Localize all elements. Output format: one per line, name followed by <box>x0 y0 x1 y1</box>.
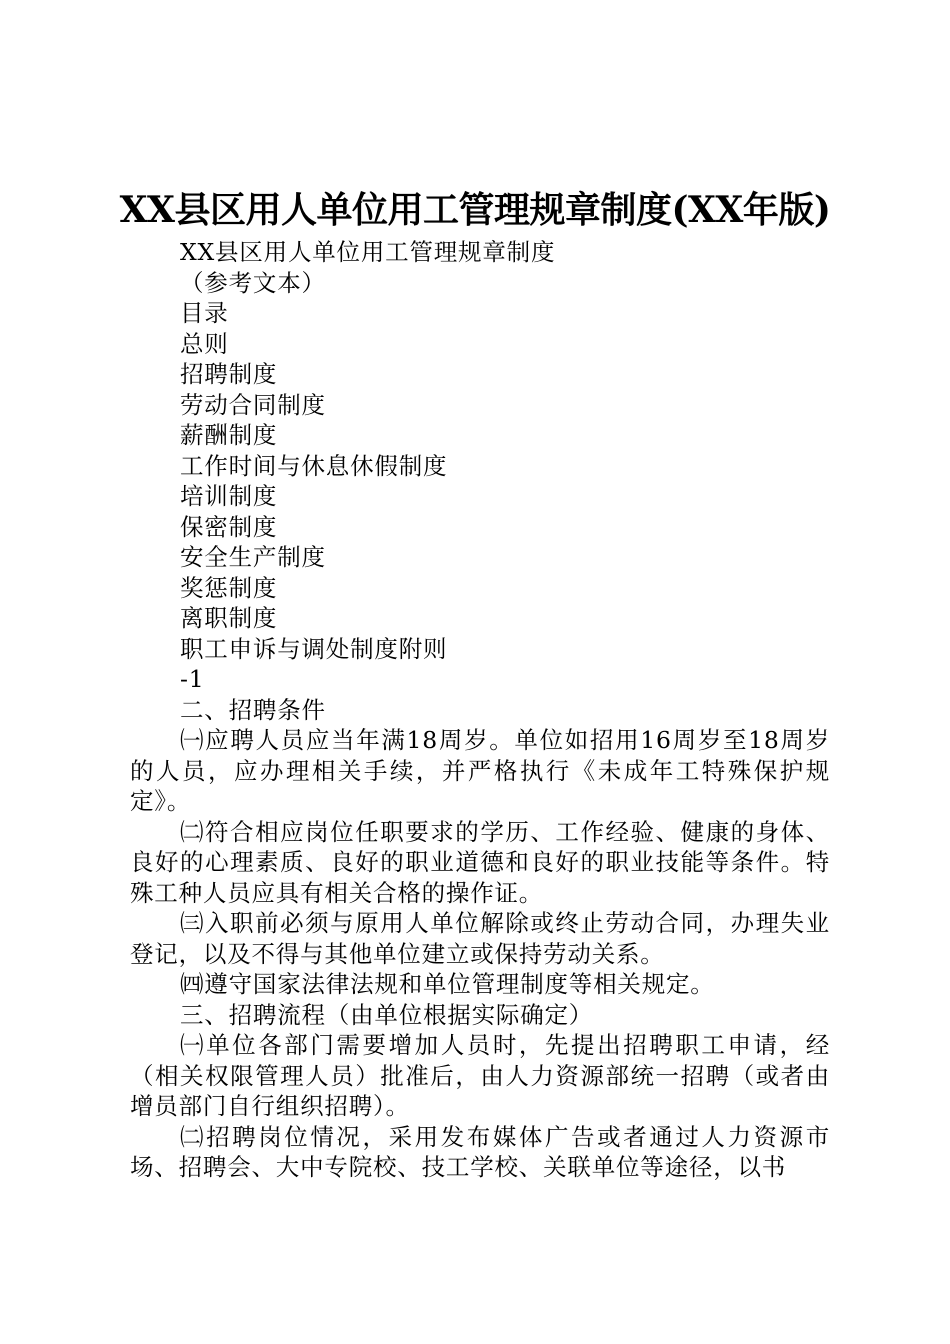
toc-heading: 目录 <box>180 299 229 327</box>
paragraph: ㈡符合相应岗位任职要求的学历、工作经验、健康的身体、良好的心理素质、良好的职业道德和良好的职业技能等条件。特殊工种人员应具有相关合格的操作证。 <box>130 817 830 907</box>
document-note: （参考文本） <box>180 268 326 297</box>
document-title: XX县区用人单位用工管理规章制度(XX年版) <box>119 189 831 231</box>
toc-item: 职工申诉与调处制度附则 <box>180 634 448 663</box>
paragraph: ㈡招聘岗位情况，采用发布媒体广告或者通过人力资源市场、招聘会、大中专院校、技工学校、关联单位等途径，以书 <box>130 1122 830 1181</box>
paragraph: ㈠应聘人员应当年满18周岁。单位如招用16周岁至18周岁的人员，应办理相关手续，并严格执行《未成年工特殊保护规定》。 <box>130 726 830 815</box>
toc-item: 总则 <box>180 329 229 358</box>
document-subtitle: XX县区用人单位用工管理规章制度 <box>180 238 556 266</box>
toc-item: 奖惩制度 <box>180 573 278 602</box>
document-body <box>130 237 830 1183</box>
page-marker: -1 <box>180 665 205 693</box>
toc-item: 薪酬制度 <box>180 421 278 449</box>
toc-item: 培训制度 <box>180 482 278 510</box>
toc-item: 工作时间与休息休假制度 <box>180 451 448 480</box>
toc-item: 安全生产制度 <box>180 543 326 571</box>
paragraph: ㈠单位各部门需要增加人员时，先提出招聘职工申请，经（相关权限管理人员）批准后，由人力资源部统一招聘（或者由增员部门自行组织招聘）。 <box>130 1031 830 1120</box>
section-heading: 三、招聘流程（由单位根据实际确定） <box>180 1000 594 1029</box>
toc-item: 保密制度 <box>180 512 278 541</box>
toc-item: 招聘制度 <box>180 360 278 388</box>
section-heading: 二、招聘条件 <box>180 695 326 724</box>
paragraph: ㈢入职前必须与原用人单位解除或终止劳动合同，办理失业登记，以及不得与其他单位建立或保持劳动关系。 <box>130 909 830 968</box>
toc-item: 劳动合同制度 <box>180 390 326 419</box>
paragraph: ㈣遵守国家法律法规和单位管理制度等相关规定。 <box>180 970 715 998</box>
toc-item: 离职制度 <box>180 604 278 632</box>
